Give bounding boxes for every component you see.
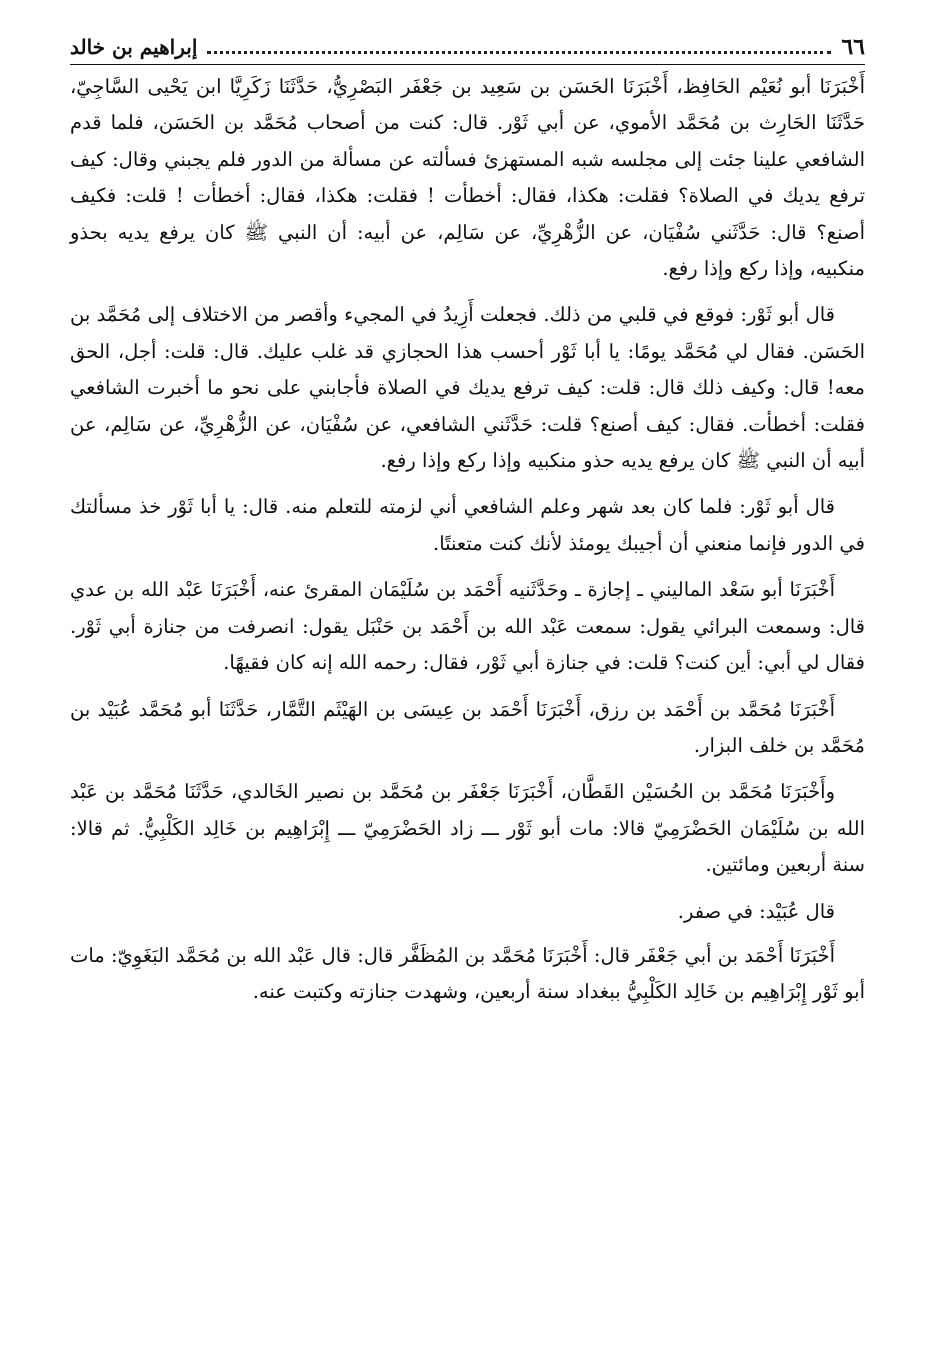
body-text — [70, 69, 865, 1011]
paragraph-7: قال عُبَيْد: في صفر. — [677, 899, 835, 923]
running-title: إبراهيم بن خالد — [70, 35, 198, 59]
document-page — [70, 30, 865, 1340]
dot-leader — [207, 51, 831, 54]
paragraph-6: وأَخْبَرَنَا مُحَمَّد بن الحُسَيْن القَطَّان، أَخْبَرَنَا جَعْفَر بن مُحَمَّد بن نصير الخَالدي، حَدَّثَنَا مُحَمَّد بن عَبْد الله بن سُلَيْمَان الحَضْرَمِيّ قالا: مات أبو ثَوْر ـــ زاد الحَضْرَمِيّ ـــ إِبْرَاهِيم بن خَالِد الكَلْبِيُّ. ثم قالا: سنة أربعين ومائتين. — [70, 780, 865, 877]
running-header — [70, 30, 865, 65]
paragraph-5: أَخْبَرَنَا مُحَمَّد بن أَحْمَد بن رزق، أَخْبَرَنَا أَحْمَد بن عِيسَى بن الهَيْثَم التَّمَّار، حَدَّثَنَا أبو مُحَمَّد عُبَيْد بن مُحَمَّد بن خلف البزار. — [70, 697, 865, 757]
paragraph-1: أَخْبَرَنَا أبو نُعَيْم الحَافِظ، أَخْبَرَنَا الحَسَن بن سَعِيد بن جَعْفَر البَصْرِيُّ، حَدَّثَنَا زَكَرِيَّا ابن يَحْيى السَّاجِيّ، حَدَّثَنَا الحَارِث بن مُحَمَّد الأموي، عن أبي ثَوْر. قال: كنت من أصحاب مُحَمَّد بن الحَسَن، فلما قدم الشافعي علينا جئت إلى مجلسه شبه المستهزئ فسألته عن مسألة من الدور فلم يجبني وقال: كيف ترفع يديك في الصلاة؟ فقلت: هكذا، فقال: أخطأت ! فقلت: هكذا، فقال: أخطأت ! قلت: فكيف أصنع؟ قال: حَدَّثَني سُفْيَان، عن الزُّهْرِيِّ، عن سَالِم، عن أبيه: أن النبي ﷺ كان يرفع يديه بحذو منكبيه، وإذا ركع وإذا رفع. — [70, 75, 865, 281]
page-number: ٦٦ — [841, 34, 865, 60]
paragraph-2: قال أبو ثَوْر: فوقع في قلبي من ذلك. فجعلت أَزِيدُ في المجيء وأقصر من الاختلاف إلى مُحَمَّد بن الحَسَن. فقال لي مُحَمَّد يومًا: يا أبا ثَوْر أحسب هذا الحجازي قد غلب عليك. قال: قلت: أجل، الحق معه! قال: وكيف ذلك قال: قلت: كيف ترفع يديك في الصلاة فأجابني على نحو ما أخبرت الشافعي فقلت: أخطأت. فقال: كيف أصنع؟ قلت: حَدَّثَني الشافعي، عن سُفْيَان، عن الزُّهْرِيِّ، عن سَالِم، عن أبيه أن النبي ﷺ كان يرفع يديه حذو منكبيه وإذا ركع وإذا رفع. — [70, 303, 865, 473]
paragraph-8: أَخْبَرَنَا أَحْمَد بن أبي جَعْفَر قال: أَخْبَرَنَا مُحَمَّد بن المُظَفَّر قال: قال عَبْد الله بن مُحَمَّد البَغَوِيّ: مات أبو ثَوْر إِبْرَاهِيم بن خَالِد الكَلْبِيُّ ببغداد سنة أربعين، وشهدت جنازته وكتبت عنه. — [70, 943, 865, 1004]
paragraph-3: قال أبو ثَوْر: فلما كان بعد شهر وعلم الشافعي أني لزمته للتعلم منه. قال: يا أبا ثَوْر خذ مسألتك في الدور فإنما منعني أن أجيبك يومئذ لأنك كنت متعنتًا. — [70, 495, 865, 555]
paragraph-4: أَخْبَرَنَا أبو سَعْد الماليني ـ إجازة ـ وحَدَّثَنيه أَحْمَد بن سُلَيْمَان المقرئ عنه، أَخْبَرَنَا عَبْد الله بن عدي قال: وسمعت البرائي يقول: سمعت عَبْد الله بن أَحْمَد بن حَنْبَل يقول: انصرفت من جنازة أبي ثَوْر. فقال لي أبي: أين كنت؟ قلت: في جنازة أبي ثَوْر، فقال: رحمه الله إنه كان فقيهًا. — [70, 578, 865, 675]
